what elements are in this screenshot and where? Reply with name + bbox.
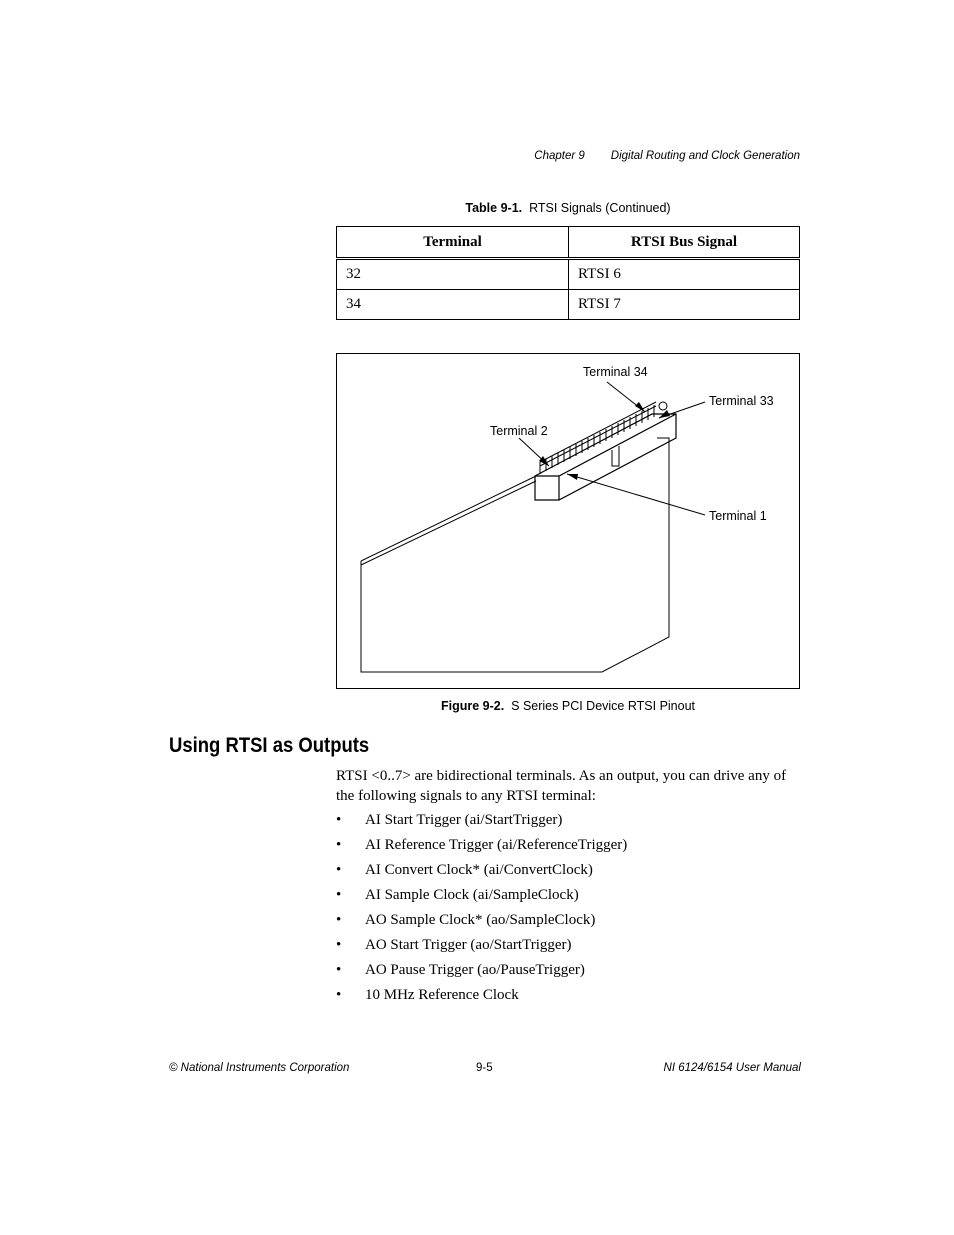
list-item-text: AI Sample Clock (ai/SampleClock) <box>365 887 579 903</box>
bullet-glyph: • <box>336 937 342 953</box>
label-terminal-33: Terminal 33 <box>709 394 774 408</box>
footer-page-number: 9-5 <box>476 1062 493 1074</box>
pci-board-outline <box>361 438 669 672</box>
bullet-glyph: • <box>336 862 342 878</box>
rtsi-connector <box>535 414 676 500</box>
bullet-glyph: • <box>336 837 342 853</box>
figure-caption-text: S Series PCI Device RTSI Pinout <box>511 699 696 713</box>
table-cell: 32 <box>337 259 569 290</box>
list-item <box>336 959 627 984</box>
figure-caption <box>336 699 800 713</box>
label-terminal-2: Terminal 2 <box>490 424 548 438</box>
table-caption-label: Table 9-1. <box>465 201 523 215</box>
column-header-terminal: Terminal <box>337 227 569 259</box>
connector-pins <box>540 402 656 474</box>
output-signals-list <box>336 809 627 1009</box>
table-caption-text: RTSI Signals (Continued) <box>529 201 671 215</box>
list-item-text: AI Reference Trigger (ai/ReferenceTrigger) <box>365 837 628 853</box>
pci-board-diagram <box>337 354 799 688</box>
list-item-text: AI Start Trigger (ai/StartTrigger) <box>365 812 563 828</box>
list-item-text: 10 MHz Reference Clock <box>365 987 519 1003</box>
list-item <box>336 934 627 959</box>
bullet-glyph: • <box>336 962 342 978</box>
label-terminal-34: Terminal 34 <box>583 365 648 379</box>
bullet-glyph: • <box>336 812 342 828</box>
figure-caption-label: Figure 9-2. <box>440 699 505 713</box>
list-item-text: AO Start Trigger (ao/StartTrigger) <box>365 937 572 953</box>
header-chapter: Chapter 9 <box>534 150 585 162</box>
list-item <box>336 984 627 1009</box>
list-item <box>336 859 627 884</box>
list-item <box>336 909 627 934</box>
list-item-text: AI Convert Clock* (ai/ConvertClock) <box>365 862 593 878</box>
column-header-rtsi-bus-signal: RTSI Bus Signal <box>569 227 800 259</box>
table-row <box>337 290 800 320</box>
rtsi-signals-table <box>336 226 800 320</box>
table-caption <box>336 201 800 215</box>
footer-manual-title: NI 6124/6154 User Manual <box>663 1062 801 1074</box>
leader-terminal-1 <box>567 474 705 515</box>
list-item <box>336 809 627 834</box>
bullet-glyph: • <box>336 987 342 1003</box>
list-item-text: AO Sample Clock* (ao/SampleClock) <box>365 912 596 928</box>
table-row <box>337 259 800 290</box>
label-terminal-1: Terminal 1 <box>709 509 767 523</box>
footer-copyright: © National Instruments Corporation <box>169 1062 350 1074</box>
table-cell: 34 <box>337 290 569 320</box>
section-title: Using RTSI as Outputs <box>169 734 370 757</box>
bullet-glyph: • <box>336 887 342 903</box>
list-item-text: AO Pause Trigger (ao/PauseTrigger) <box>365 962 585 978</box>
section-intro: RTSI <0..7> are bidirectional terminals. As an output, you can drive any of the following signals to any RTSI terminal: <box>336 768 787 804</box>
pin1-marker-icon <box>659 402 667 410</box>
table-header-row <box>337 227 800 259</box>
bullet-glyph: • <box>336 912 342 928</box>
list-item <box>336 834 627 859</box>
table-cell: RTSI 6 <box>569 259 800 290</box>
list-item <box>336 884 627 909</box>
running-header <box>534 150 800 162</box>
table-cell: RTSI 7 <box>569 290 800 320</box>
header-section: Digital Routing and Clock Generation <box>610 150 800 162</box>
rtsi-pinout-figure <box>336 353 800 689</box>
